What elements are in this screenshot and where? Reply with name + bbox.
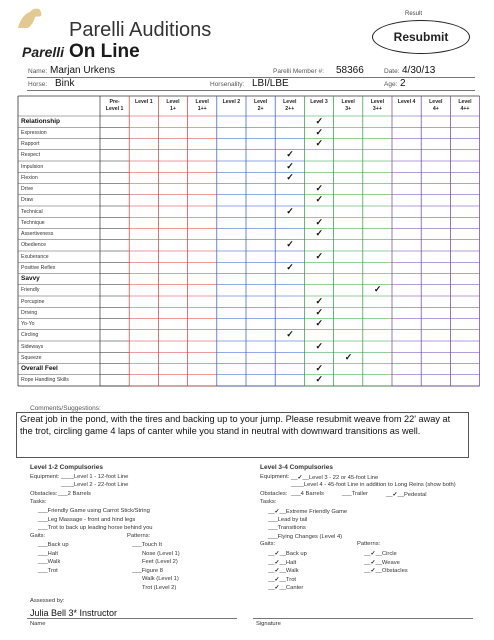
row-label: Technical [21, 208, 43, 215]
list-item: ___Halt [38, 550, 58, 557]
column-header-line: Level [429, 99, 443, 105]
column-header-line: Level 2 [222, 99, 241, 105]
check-mark-icon: ✓ [286, 261, 294, 272]
check-mark-icon: ✓ [315, 138, 324, 148]
row-label: Overall Feel [21, 365, 58, 372]
check-icon: ✓ [392, 492, 398, 498]
list-item: __✓__Trot [268, 576, 297, 583]
column-header-line: 2+ [257, 105, 264, 112]
check-mark-icon: ✓ [286, 205, 294, 216]
name-footer-label: Name [30, 621, 46, 627]
column-header-line: Level [166, 99, 180, 105]
list-item: ___Back up [38, 542, 69, 548]
column-header [246, 99, 275, 112]
check-mark-icon: ✓ [315, 306, 324, 317]
check-icon: ✓ [274, 509, 280, 515]
member-label: Parelli Member #: [273, 68, 324, 75]
list-item: ___Lead by tail [268, 516, 308, 523]
obstacles-34-item: __✓__Pedestal [386, 492, 427, 498]
check-icon: ✓ [274, 585, 280, 591]
check-mark-icon: ✓ [315, 194, 324, 205]
column-header-line: Level [283, 99, 297, 105]
equipment-12-item: ____Level 1 - 12-foot Line [61, 474, 129, 480]
check-icon: ✓ [370, 559, 376, 566]
column-header [392, 99, 421, 106]
list-item: __✓__Obstacles [364, 568, 408, 574]
row-label: Positive Reflex [21, 264, 56, 271]
row-label: Yo-Yo [21, 321, 35, 327]
list-item: ___Transitions [268, 525, 306, 531]
obstacles-34-item: ___Trailer [342, 491, 368, 497]
list-item: ___Trot to back up leading horse behind you [38, 525, 153, 531]
equipment-34-item: ____Level 4 - 45-foot Line in addition to Long Reins (show both) [291, 482, 456, 488]
horse-label: Horse: [28, 81, 48, 88]
check-icon: ✓ [370, 568, 376, 574]
column-header-line: Level [370, 99, 385, 105]
list-item: Feet (Level 2) [142, 559, 178, 565]
horsenality-label: Horsenality: [210, 81, 245, 88]
list-item: __✓__Back up [268, 551, 307, 557]
check-mark-icon: ✓ [286, 171, 294, 182]
list-item: Trot (Level 2) [142, 584, 177, 591]
obstacles-12-value: ___2 Barrels [58, 491, 91, 497]
horsenality-value: LBI/LBE [252, 78, 289, 89]
check-mark-icon: ✓ [315, 250, 324, 261]
list-item: __✓__Halt [268, 559, 297, 566]
row-label: Relationship [21, 117, 61, 125]
check-mark-icon: ✓ [286, 149, 294, 160]
column-header [450, 99, 479, 112]
compulsories-34-title: Level 3-4 Compulsories [260, 464, 333, 471]
row-label: Flexion [21, 174, 38, 181]
check-icon: ✓ [274, 568, 280, 574]
result-value: Resubmit [393, 30, 449, 44]
check-icon: ✓ [297, 475, 303, 481]
column-header [304, 99, 333, 106]
check-icon: ✓ [274, 559, 280, 566]
column-header-line: Level [341, 99, 355, 105]
row-label: Exuberance [21, 253, 49, 260]
column-header [275, 99, 304, 112]
column-header [334, 99, 363, 112]
check-icon: ✓ [274, 576, 280, 583]
row-label: Respect [21, 152, 41, 159]
column-header [100, 99, 129, 112]
tasks-34-label: Tasks: [260, 499, 277, 505]
equipment-34-label: Equipment: [260, 474, 290, 480]
comments-label: Comments/Suggestions: [30, 405, 101, 412]
check-icon: ✓ [274, 551, 280, 557]
list-item: ___Trot [38, 567, 58, 574]
patterns-12-label: Patterns: [127, 533, 151, 539]
column-header-line: 1+ [170, 105, 176, 112]
column-header [158, 99, 187, 112]
list-item: __✓__Canter [268, 585, 304, 591]
list-item: Nose (Level 1) [142, 550, 180, 557]
list-item: ___Friendly Game using Carrot Stick/String [38, 508, 150, 514]
gaits-12-label: Gaits: [30, 533, 46, 539]
column-header [188, 99, 217, 112]
row-label: Friendly [21, 287, 40, 294]
list-item: ___Walk [38, 559, 61, 565]
check-mark-icon: ✓ [344, 351, 353, 362]
check-mark-icon: ✓ [315, 216, 324, 227]
row-label: Squeeze [21, 354, 42, 361]
assessed-by-label: Assessed by: [30, 598, 65, 604]
age-label: Age: [384, 81, 398, 88]
check-mark-icon: ✓ [315, 126, 324, 137]
column-header-line: Level 1 [134, 99, 153, 105]
check-mark-icon: ✓ [286, 239, 294, 250]
list-item: __✓__Weave [364, 559, 400, 566]
row-label: Porcupine [21, 298, 45, 305]
check-mark-icon: ✓ [315, 183, 324, 193]
column-header [217, 99, 246, 106]
column-header-line: Level 1 [105, 105, 124, 112]
check-icon: ✓ [370, 551, 376, 557]
column-header-line: 1++ [197, 105, 207, 112]
tasks-12-label: Tasks: [30, 499, 47, 505]
column-header-line: 4+ [432, 105, 439, 112]
date-value: 4/30/13 [402, 65, 436, 76]
check-mark-icon: ✓ [315, 374, 324, 385]
column-header-line: 3++ [372, 105, 382, 112]
obstacles-12-label: Obstacles: [30, 491, 58, 497]
row-label: Draw [21, 197, 34, 204]
equipment-12-label: Equipment: [30, 474, 60, 480]
patterns-34-label: Patterns: [357, 541, 381, 547]
horse-value: Bink [55, 78, 75, 89]
obstacles-34-item: ___4 Barrels [291, 491, 324, 497]
name-value: Marjan Urkens [50, 65, 116, 76]
check-mark-icon: ✓ [315, 363, 324, 373]
list-item: ___Figure 8 [132, 567, 163, 574]
check-mark-icon: ✓ [373, 284, 382, 295]
column-header-line: 4++ [460, 105, 470, 112]
column-header-line: Level [458, 99, 472, 105]
check-mark-icon: ✓ [286, 160, 294, 171]
gaits-34-label: Gaits: [260, 541, 276, 547]
row-label: Technique [21, 219, 45, 226]
equipment-34-item: __✓__Level 3 - 22 or 45-foot Line [291, 475, 379, 481]
check-mark-icon: ✓ [315, 340, 324, 351]
comments-text: Great job in the pond, with the tires and backing up to your jump. Please resubmit weave from 22' away at the trot, circling game 4 laps of canter while you stand in neutral with downward transitions as well. [20, 414, 451, 436]
compulsories-12-title: Level 1-2 Compulsories [30, 464, 103, 471]
check-mark-icon: ✓ [315, 115, 324, 126]
list-item: __✓__Walk [268, 568, 299, 574]
column-header-line: Level 3 [310, 99, 328, 105]
column-header-line: Pre- [109, 99, 120, 105]
list-item: ___Touch It [132, 542, 162, 548]
list-item: ___Flying Changes (Level 4) [268, 533, 343, 540]
member-value: 58366 [336, 65, 364, 76]
column-header-line: 3+ [345, 105, 352, 112]
check-mark-icon: ✓ [315, 228, 324, 238]
age-value: 2 [400, 78, 406, 89]
check-mark-icon: ✓ [315, 295, 324, 306]
list-item: ___Leg Massage - front and hind legs [38, 516, 136, 523]
obstacles-34-label: Obstacles: [260, 491, 288, 497]
row-label: Expression [21, 129, 47, 136]
column-header [421, 99, 450, 112]
row-label: Driving [21, 309, 38, 316]
row-label: Rapport [21, 141, 40, 147]
result-label: Result [405, 11, 423, 17]
column-header-line: Level [253, 99, 268, 105]
row-label: Circling [21, 332, 39, 339]
list-item: Walk (Level 1) [142, 576, 179, 582]
column-header-line: Level [195, 99, 209, 105]
row-label: Drive [21, 186, 34, 192]
check-mark-icon: ✓ [286, 329, 294, 340]
form-title: Parelli Auditions [69, 19, 212, 41]
signature-label: Signature [256, 621, 281, 627]
column-header [129, 99, 158, 106]
form-subtitle: On Line [69, 41, 140, 62]
brand-name: Parelli [22, 44, 65, 60]
name-label: Name: [28, 68, 48, 75]
row-label: Rope Handling Skills [21, 377, 69, 384]
equipment-12-item: ____Level 2 - 22-foot Line [61, 482, 129, 488]
list-item: __✓__Circle [364, 551, 397, 557]
row-label: Sideways [21, 343, 44, 350]
assessor-name: Julia Bell 3* Instructor [30, 608, 118, 618]
check-mark-icon: ✓ [315, 318, 324, 328]
row-label: Assertiveness [21, 231, 54, 237]
row-label: Obedience [21, 242, 47, 249]
date-label: Date: [384, 68, 400, 75]
column-header [363, 99, 392, 112]
row-label: Savvy [21, 275, 40, 282]
list-item: __✓__Extreme Friendly Game [268, 509, 348, 515]
column-header-line: 2++ [285, 105, 295, 112]
row-label: Impulsion [21, 163, 44, 170]
column-header-line: Level 4 [397, 99, 416, 105]
